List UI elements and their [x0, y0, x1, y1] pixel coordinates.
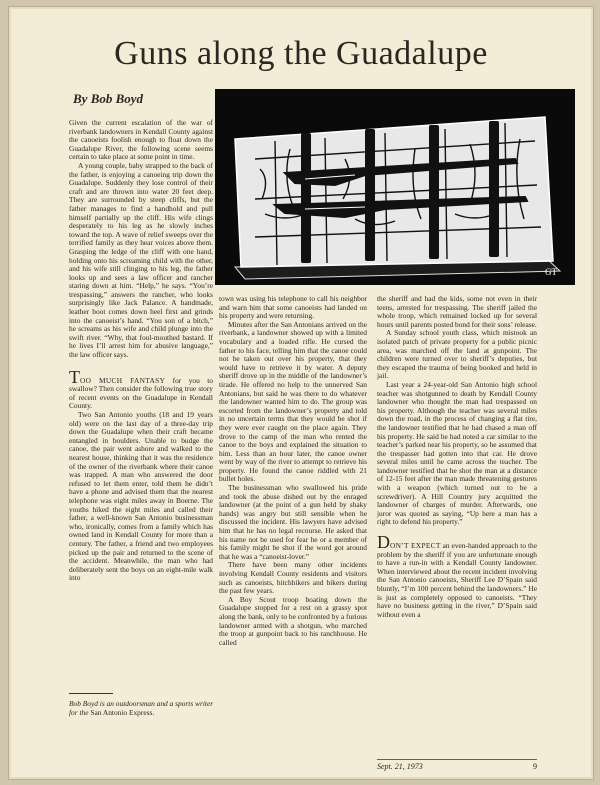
issue-date: Sept. 21, 1973: [377, 762, 423, 771]
page-number: 9: [533, 762, 537, 771]
lead-paragraph: Given the current escalation of the war of riverbank landowners in Kendall County against the canoeists foolish enough to float down the Guadalupe River, the following scene seems certain to take place at some point in time.: [69, 118, 213, 162]
paragraph: The businessman who swallowed his pride and took the abuse dished out by the enraged landowner (at the point of a gun held by shaky hands) was angry but still sensible when he discussed the incident. His lawyers have advised him that he has no legal recourse. He asked that his name not be used for fear he or a member of his family might be shot if the word got around that he was a “canoeist-lover.”: [219, 483, 367, 561]
paragraph: A Sunday school youth class, which mistook an isolated patch of private property for a public picnic area, was marched off the land at gunpoint. The children were turned over to sheriff’s deputies, but they escaped the trauma of being booked and held in jail.: [377, 328, 537, 381]
paragraph: Two San Antonio youths (18 and 19 years old) were on the last day of a three-day trip down the Guadalupe when their craft became entangled in boulders. Unable to budge the canoe, the pair went ashore and walked to the nearest house, thinking that it was the residence of the owner of the riverbank where their canoe was trapped. A man who answered the door refused to let them enter, told them he didn’t have a phone and advised them that the nearest telephone was eight miles away in Boerne. The youths hiked the eight miles and called their father, a well-known San Antonio businessman who, ironically, comes from a family which has owned land in Kendall County for more than a century. The father, a friend and two employees picked up the pair and returned to the scene of the accident. Meanwhile, the man who had deliberately sent the boys on an eight-mile walk into: [69, 410, 213, 583]
author-note: [69, 699, 217, 717]
page-footer: [377, 759, 537, 772]
column-3: [377, 295, 537, 619]
magazine-page: [8, 6, 594, 780]
drop-cap: D: [377, 532, 390, 553]
drop-cap: T: [69, 366, 80, 387]
author-note-text: Bob Boyd is an outdoorsman and a sports writer for the: [69, 699, 214, 717]
illustrator-signature: GT: [545, 267, 557, 277]
note-divider: [69, 693, 113, 694]
byline: By Bob Boyd: [73, 91, 144, 106]
lead-in: OO MUCH FANTASY: [80, 375, 166, 385]
lead-in: ON’T EXPECT: [390, 541, 441, 551]
article-title: Guns along the Guadalupe: [114, 35, 488, 72]
publication-name: San Antonio Express.: [90, 708, 155, 717]
paragraph-text: an even-handed approach to the problem by the sheriff if you are unfortunate enough to have a run-in with a Kendall County landowner. When interviewed about the recent incident involving the San Antonio canoeists, Sheriff Lee D’Spain said bluntly, “I’m 100 percent behind the landowners.” He is just as completely opposed to canoeists. “They have no business getting in the river,” D’Spain said without even a: [377, 541, 537, 619]
paragraph: There have been many other incidents involving Kendall County residents and visitors such as canoeists, hitchhikers and bikers during the past few years.: [219, 560, 367, 596]
gun-rack-drawing: [215, 89, 575, 285]
paragraph-text: for you to swallow? Then consider the following true story of recent events on the Guadalupe in Kendall County.: [69, 375, 213, 411]
column-1: [69, 119, 213, 583]
paragraph: town was using his telephone to call his neighbor and warn him that some canoeists had landed on his property and were returning.: [219, 294, 367, 321]
rifle-rack-illustration: [215, 89, 575, 285]
paragraph: the sheriff and had the kids, some not even in their teens, arrested for trespassing. The sheriff jailed the whole troop, which remained locked up for several hours until parents posted bond for their sons’ release.: [377, 294, 537, 329]
section-paragraph: [69, 366, 213, 411]
paragraph: Last year a 24-year-old San Antonio high school teacher was shotgunned to death by Kendall County landowner who thought the man had trespassed on his property. Although the teacher was several miles down the road, in the process of changing a flat tire, the landowner testified that he had chased a man off his property. He said he had noted a car similar to the teacher’s parked near his property, so he assumed that the trespasser had gotten into that car. He drove several miles until he came across the teacher. The landowner testified that he shot the man at a distance of 12-15 feet after the man made threatening gestures with a weapon (which turned out to be a screwdriver). A Hill Country jury acquitted the landowner of charges of murder. Afterwards, one juror was quoted as saying, “Up here a man has a right to defend his property.”: [377, 379, 537, 527]
paragraph: A Boy Scout troop boating down the Guadalupe stopped for a rest on a grassy spot along the bank, only to be confronted by a furious landowner armed with a shotgun, who marched the troop at gunpoint back to his ranchhouse. He called: [219, 594, 367, 647]
section-paragraph: [377, 532, 537, 619]
column-2: [219, 295, 367, 647]
paragraph: A young couple, baby strapped to the back of the father, is enjoying a canoeing trip down the Guadalupe. Suddenly they lose control of their craft and are thrown into water 20 feet deep. They are surrounded by steep cliffs, but the father manages to find a handhold and pull himself partially up the cliff. His wife clings desperately to his leg as he slowly inches toward the top. A wave of relief sweeps over the terrified family as they hear voices above them. Grasping the ledge of the cliff with one hand, holding onto his screaming child with the other, and his wife still clinging to his leg, the father looks up and sees a law officer and rancher staring down at him. “Help,” he says. “You’re trespassing,” answers the rancher, who looks surprisingly like Jack Palance. A handmade, leather boot comes down heel first and grinds into the canoeist’s hand. “You son of a bitch,” he screams as his wife and child plunge into the swift river. “Why, that foul-mouthed bastard. If he lives I’ll arrest him for abusive language,” the law officer says.: [69, 160, 213, 360]
paragraph: Minutes after the San Antonians arrived on the riverbank, a landowner showed up with a limited vocabulary and a loaded rifle. He cursed the father to his face, telling him that the canoe could not be taken out over his property, that they would have to retrieve it by water. A deputy sheriff drove up in the middle of the landowner’s tirade. He offered no help to the unnerved San Antonians, but said he was there to do whatever the landowner wanted him to do. The group was escorted from the landowner’s property and told in no uncertain terms that they would be shot if they were ever caught on the place again. They drove to the camp of the man who rented the canoe to the boys and explained the situation to him. Less than an hour later, the canoe owner went by way of the river to attempt to retrieve his property. He found the canoe riddled with 21 bullet holes.: [219, 319, 367, 484]
